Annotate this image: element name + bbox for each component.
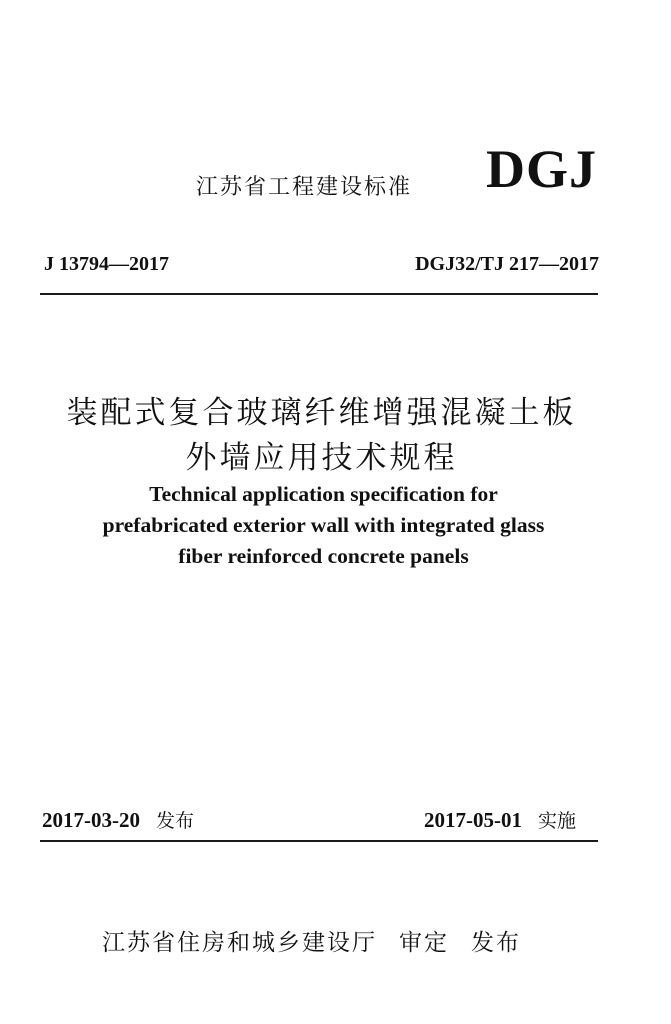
issue-label: 发布 bbox=[156, 810, 195, 832]
title-zh-line-2: 外墙应用技术规程 bbox=[185, 440, 458, 476]
effective-date: 2017-05-01 bbox=[424, 808, 522, 832]
series-mark: DGJ bbox=[486, 139, 597, 199]
publisher-issue: 发布 bbox=[471, 930, 521, 956]
publisher-line bbox=[102, 924, 521, 957]
title-en-line-2: prefabricated exterior wall with integrated glass bbox=[102, 513, 545, 537]
issue-date: 2017-03-20 bbox=[42, 808, 140, 832]
title-zh-line-1: 装配式复合玻璃纤维增强混凝土板 bbox=[66, 395, 577, 431]
record-number: J 13794—2017 bbox=[44, 253, 169, 275]
title-en-line-3: fiber reinforced concrete panels bbox=[178, 544, 469, 568]
publisher-approve: 审定 bbox=[399, 930, 449, 956]
title-en-line-1: Technical application specification for bbox=[149, 482, 498, 506]
publisher-name: 江苏省住房和城乡建设厅 bbox=[102, 930, 377, 956]
standard-series-title: 江苏省工程建设标准 bbox=[196, 175, 413, 200]
issue-date-block bbox=[42, 806, 194, 833]
effective-date-block bbox=[424, 806, 576, 833]
top-divider bbox=[40, 293, 598, 295]
standard-number: DGJ32/TJ 217—2017 bbox=[415, 253, 599, 275]
bottom-divider bbox=[40, 840, 598, 842]
effective-label: 实施 bbox=[538, 810, 577, 832]
